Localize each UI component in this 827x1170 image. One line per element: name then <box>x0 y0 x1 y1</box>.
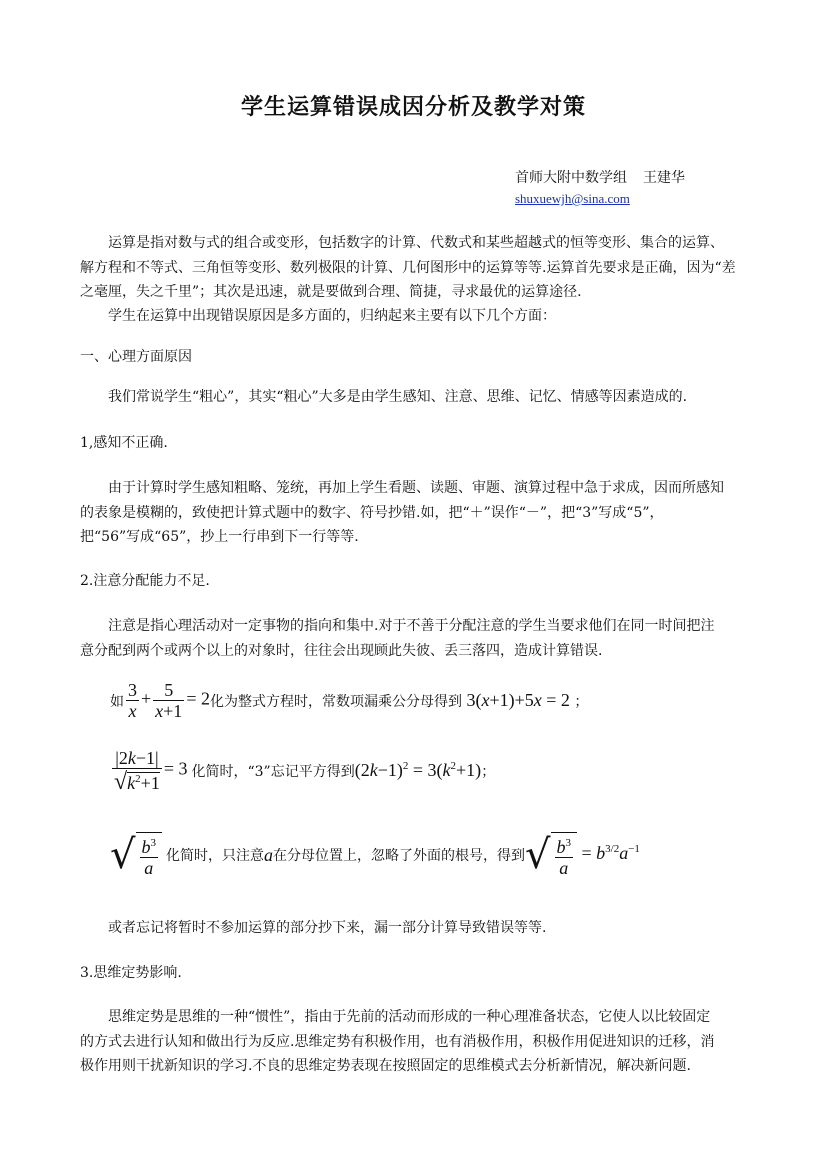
example-text: 化简时，“3”忘记平方得到 <box>191 763 355 780</box>
intro-line: 解方程和不等式、三角恒等变形、数列极限的计算、几何图形中的运算等等.运算首先要求是正确，因为“差 <box>80 259 736 276</box>
paragraph-line: 注意是指心理活动对一定事物的指向和集中.对于不善于分配注意的学生当要求他们在同一时间把注 <box>108 618 715 634</box>
author-affiliation: 首师大附中数学组 <box>515 170 627 186</box>
formula-squared-result: $(2k-1)^2 = 3(k^2+1)$ <box>354 760 482 780</box>
example-2 <box>110 748 495 793</box>
example-suffix: ； <box>574 693 589 710</box>
document-title: 学生运算错误成因分析及教学对策 <box>240 94 586 120</box>
item1-paragraph <box>80 476 768 550</box>
intro-line: 之毫厘，失之千里”；其次是迅速，就是要做到合理、简捷，寻求最优的运算途径. <box>80 284 582 301</box>
intro-line: 运算是指对数与式的组合或变形，包括数字的计算、代数式和某些超越式的恒等变形、集合的运算、 <box>108 235 724 251</box>
example-text: 化为整式方程时，常数项漏乘公分母得到 <box>209 693 462 710</box>
intro-paragraph <box>80 231 768 305</box>
variable-a: a <box>264 844 273 865</box>
paragraph-line: 思维定势是思维的一种“惯性”，指由于先前的活动而形成的一种心理准备状态，它使人以比较固定 <box>108 1009 711 1025</box>
author-name: 王建华 <box>643 170 685 186</box>
item-heading: 3.思维定势影响. <box>80 965 182 981</box>
item-heading: 2.注意分配能力不足. <box>80 573 210 589</box>
section-lead: 我们常说学生“粗心”，其实“粗心”大多是由学生感知、注意、思维、记忆、情感等因素造成的. <box>108 389 688 405</box>
example-text: 化简时，只注意 <box>166 848 264 864</box>
paragraph-line: 由于计算时学生感知粗略、笼统，再加上学生看题、读题、审题、演算过程中急于求成，因而所感知 <box>108 480 724 496</box>
example-prefix: 如 <box>110 693 124 710</box>
item-heading: 1,感知不正确. <box>80 435 168 451</box>
formula-wrong-simplification: √ $\frac{b^3}{a}$ = $b^{3/2}a^{-1}$ <box>525 832 640 878</box>
paragraph-line: 极作用则干扰新知识的学习.不良的思维定势表现在按照固定的思维模式去分析新情况，解决新问题. <box>80 1058 691 1075</box>
paragraph-line: 的方式去进行认知和做出行为反应.思维定势有积极作用，也有消极作用，积极作用促进知识的迁移，消 <box>80 1033 715 1050</box>
intro-paragraph-2: 学生在运算中出现错误原因是多方面的，归纳起来主要有以下几个方面： <box>108 308 556 324</box>
formula-root-fraction: √ $\frac{b^3}{a}$ <box>110 832 162 878</box>
paragraph-line: 的表象是模糊的，致使把计算式题中的数字、符号抄错.如，把“＋”误作“－”，把“3”写成“5”， <box>80 504 664 521</box>
paragraph-line: 意分配到两个或两个以上的对象时，往往会出现顾此失彼、丢三落四，造成计算错误. <box>80 642 603 659</box>
item2-tail: 或者忘记将暂时不参加运算的部分抄下来，漏一部分计算导致错误等等. <box>108 920 547 936</box>
example-1 <box>110 680 588 721</box>
item3-paragraph <box>80 1005 768 1079</box>
item2-paragraph <box>80 614 768 663</box>
formula-abs-over-root: $\frac{|2k-1|}{√k^2+1}$ = 3 <box>114 748 188 795</box>
section-heading: 一、心理方面原因 <box>80 349 192 365</box>
example-3 <box>110 832 640 878</box>
author-line <box>515 167 685 187</box>
example-text: 在分母位置上，忽略了外面的根号，得到 <box>273 848 525 864</box>
formula-fraction-sum: $\frac{3}{x}$ + $\frac{5}{x+1}$ = 2 <box>128 680 210 721</box>
formula-wrong-result: 3(x+1)+5x = 2 <box>461 690 575 710</box>
author-email-link[interactable]: shuxuewjh@sina.com <box>515 191 630 206</box>
paragraph-line: 把“56”写成“65”，抄上一行串到下一行等等. <box>80 529 359 546</box>
example-suffix: ； <box>481 763 496 780</box>
